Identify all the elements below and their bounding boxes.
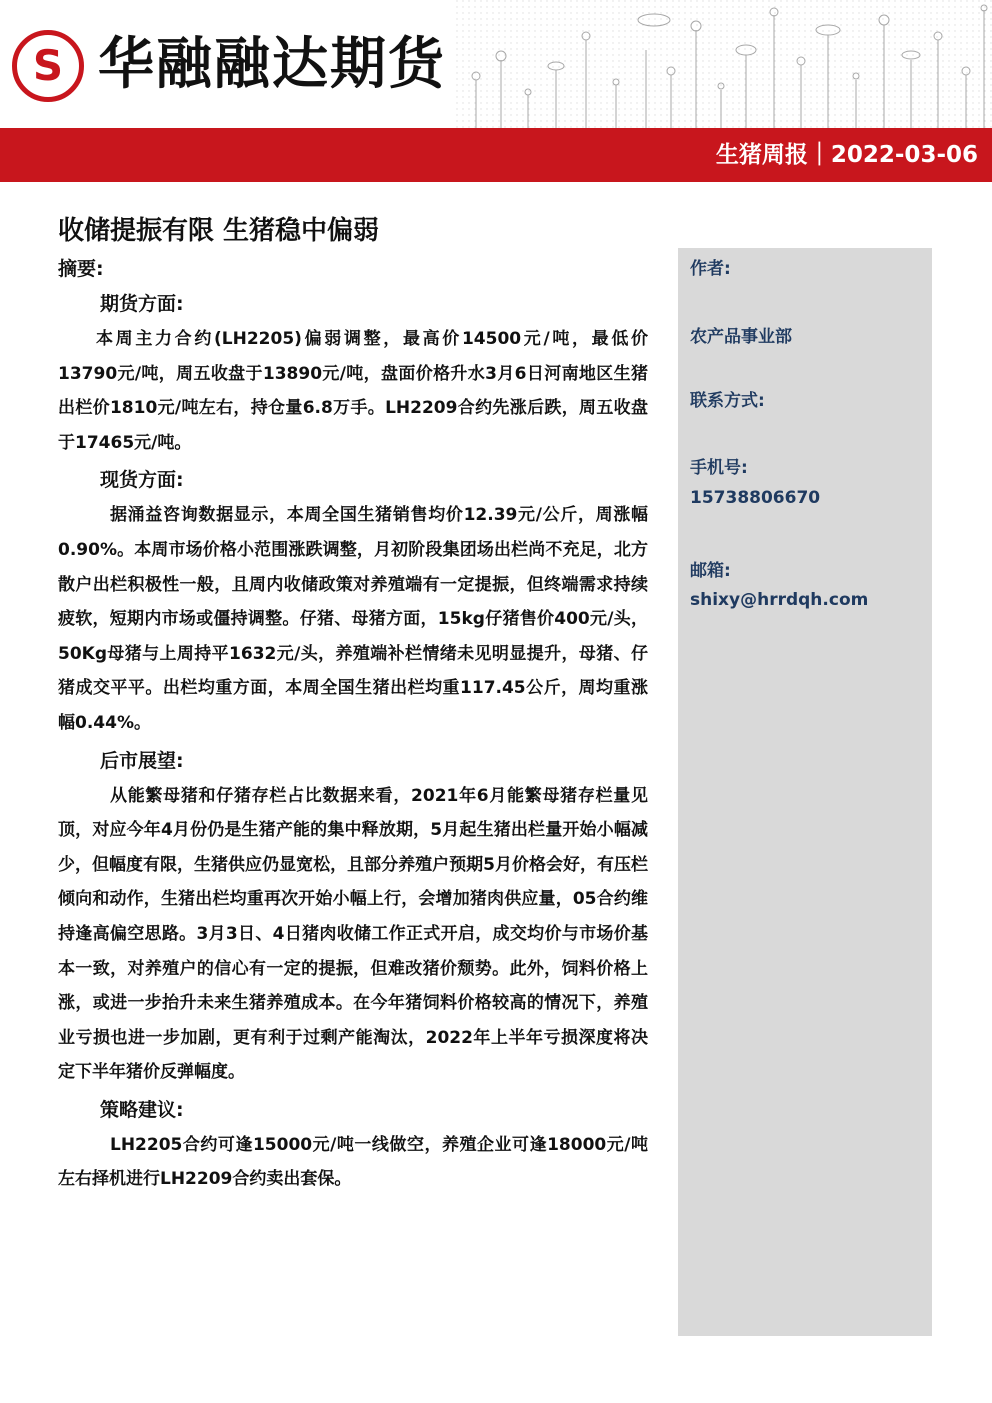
section-heading-futures: 期货方面: [100,293,184,315]
page-header [0,0,992,184]
main-content [58,252,648,1199]
section-heading-strategy: 策略建议: [100,1098,184,1121]
contact-label: 联系方式: [690,391,765,411]
header-red-band-gradient [0,128,640,182]
company-logo-icon [12,30,84,102]
summary-label: 摘要: [58,258,104,280]
decorative-network-graphic [456,0,992,128]
report-title: 收储提振有限 生猪稳中偏弱 [58,216,380,246]
author-name: 农产品事业部 [690,327,792,347]
email-address[interactable]: shixy@hrrdqh.com [690,590,869,610]
logo-glyph: S [32,41,64,90]
author-sidebar [678,248,932,1336]
section-text-outlook: 从能繁母猪和仔猪存栏占比数据来看，2021年6月能繁母猪存栏量见顶，对应今年4月份仍是生猪产能的集中释放期，5月起生猪出栏量开始小幅减少，但幅度有限，生猪供应仍显宽松，且部分养殖户预期5月价格会好，有压栏倾向和动作，生猪出栏均重再次开始小幅上行，会增加猪肉供应量，05合约维持逢高偏空思路。3月3日、4日猪肉收储工作正式开启，成交均价与市场价基本一致，对养殖户的信心有一定的提振，但难改猪价颓势。此外，饲料价格上涨，或进一步抬升未来生猪养殖成本。在今年猪饲料价格较高的情况下，养殖业亏损也进一步加剧，更有利于过剩产能淘汰，2022年上半年亏损深度将决定下半年猪价反弹幅度。 [58,785,648,1083]
section-text-futures: 本周主力合约(LH2205)偏弱调整，最高价14500元/吨，最低价13790元/吨，周五收盘于13890元/吨，盘面价格升水3月6日河南地区生猪出栏价1810元/吨左右，持仓量6.8万手。LH2209合约先涨后跌，周五收盘于17465元/吨。 [58,329,648,453]
section-text-spot: 据涌益咨询数据显示，本周全国生猪销售均价12.39元/公斤，周涨幅0.90%。本周市场价格小范围涨跌调整，月初阶段集团场出栏尚不充足，北方散户出栏积极性一般，且周内收储政策对养殖端有一定提振，但终端需求持续疲软，短期内市场或僵持调整。仔猪、母猪方面，15kg仔猪售价400元/头，50Kg母猪与上周持平1632元/头，养殖端补栏情绪未见明显提升，母猪、仔猪成交平平。出栏均重方面，本周全国生猪出栏均重117.45公斤，周均重涨幅0.44%。 [58,505,648,733]
section-heading-outlook: 后市展望: [100,749,184,772]
phone-number: 15738806670 [690,488,821,508]
email-label: 邮箱: [690,561,731,581]
section-text-strategy: LH2205合约可逢15000元/吨一线做空，养殖企业可逢18000元/吨左右择机进行LH2209合约卖出套保。 [58,1134,648,1190]
author-label: 作者: [690,259,731,279]
company-name: 华融融达期货 [98,32,446,97]
phone-label: 手机号: [690,458,748,478]
section-heading-spot: 现货方面: [100,469,184,492]
report-label: 生猪周报｜2022-03-06 [715,142,978,168]
